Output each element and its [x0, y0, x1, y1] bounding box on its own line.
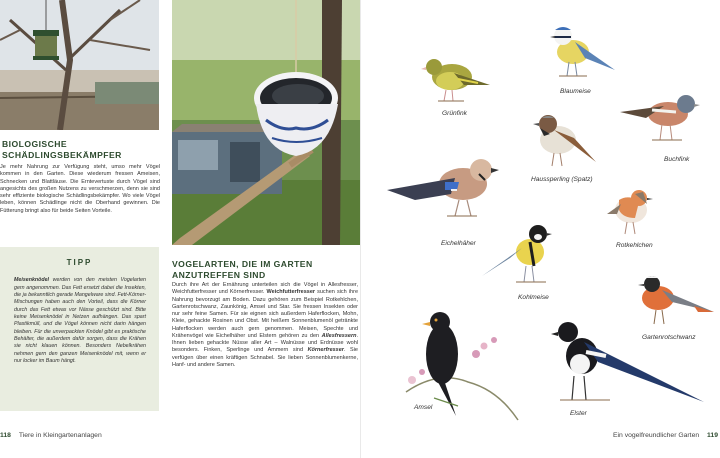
species-text-3: . Ihnen lieben gehackte Nüsse aller Art – Walnüsse und Erdnüsse wohl besonders. Finken, Sperlinge und Ammern sind [172, 332, 358, 354]
pest-control-paragraph: Je mehr Nahrung zur Verfügung steht, umso mehr Vögel kommen in den Garten. Diese wiederum fressen Ameisen, Schnecken und Blattläuse. Die Erntevertuste durch Vögel sind angesichts des großen Nutzens zu verschmerzen, denn sie sind sehr effiziente biologische Schädlingsbekämpfer. Wo viele Vögel leben, können Schädlinge nicht die Oberhand gewinnen. Die Fütterung bringt also für beide Seiten Vorteile. [0, 164, 160, 214]
tip-text-body: werden von den meisten Vogelarten gern angenommen. Das Fett ersetzt dabei die Insekten, die ja bekanntlich gerade Mangelware sind. Fett-Körner-Mischungen haben auch den Vorteil, dass die Körner durch das Fett etwas vor Nässe geschützt sind. Bitte keine Meisenknödel in Netzen aufhängen. Das spart Plastikmüll, und die Vögel können nicht darin hängen bleiben. Für die unverpackten Knödel gibt es praktische Behälter, die außerdem dafür sorgen, dass die Krähen sie nicht klauen können. Besonders Nebelkrähen nehmen gern den ganzen Meisenknödel mit, wenn er nur locker im Baum hängt. [14, 277, 146, 365]
chaffinch-illustration [616, 90, 708, 148]
label-blackbird: Amsel [414, 404, 433, 411]
species-text-4: . Sie verfügen über einen kräftigen Schnabel. Sie lieben Sonnenblumenkerne, Hanf- und andere Samen. [172, 347, 358, 368]
label-chaffinch: Buchfink [664, 156, 690, 163]
species-text-2: suchen sich ihre Nahrung bevorzugt am Boden. Dazu gehören zum Beispiel Rotkehlchen, Gartenrotschwanz, Zaunkönig, Amsel und Star. Sie fressen Insekten oder nur sehr feine Samen. Für sie eignen sich außerdem Haferflocken, Mohn, Kleie, gehackte Rosinen und Obst. Mit heißem Sonnenblumenöl getränkte Haferflocken werden auch gern genommen. Meisen, Spechte und Krähenvögel wie Eichelhäher und Elstern gehören zu den [172, 289, 358, 339]
label-robin: Rotkehlchen [616, 242, 653, 249]
page-number-right: 119 [707, 432, 718, 439]
great-tit-illustration [480, 222, 554, 290]
greenfinch-illustration [420, 55, 500, 105]
species-paragraph [172, 282, 358, 369]
jay-illustration [385, 150, 505, 232]
magpie-illustration [550, 316, 710, 416]
label-redstart: Gartenrotschwanz [642, 334, 696, 341]
label-house-sparrow: Haussperling (Spatz) [531, 176, 593, 183]
blackbird-illustration [398, 310, 523, 432]
photo-bird-feeder [0, 0, 159, 130]
house-sparrow-illustration [530, 110, 602, 170]
footer-left [0, 432, 102, 439]
blue-tit-illustration [545, 24, 620, 80]
tip-text [14, 277, 146, 365]
heading-pest-control: BIOLOGISCHE SCHÄDLINGSBEKÄMPFER [2, 139, 122, 160]
robin-illustration [605, 184, 663, 236]
photo-teacup-feeder [172, 0, 360, 245]
label-magpie: Elster [570, 410, 587, 417]
tip-emphasis: Meisenknödel [14, 277, 50, 284]
term-koernerfresser: Körnerfresser [307, 347, 344, 354]
species-text-1: Durch ihre Art der Ernährung unterteilen sich die Vögel in Allesfresser, Weichfutterfresser und Körnerfresser. [172, 282, 358, 296]
label-great-tit: Kohlmeise [518, 294, 549, 301]
label-blue-tit: Blaumeise [560, 88, 591, 95]
label-greenfinch: Grünfink [442, 110, 467, 117]
heading-species: VOGELARTEN, DIE IM GARTEN ANZUTREFFEN SIND [172, 259, 313, 280]
footer-right [613, 432, 718, 439]
tip-title: TIPP [66, 258, 93, 267]
page-number-left: 118 [0, 432, 11, 439]
running-title-right: Ein vogelfreundlicher Garten [612, 432, 700, 439]
term-allesfresser: Allesfressern [321, 332, 357, 339]
label-jay: Eichelhäher [441, 240, 476, 247]
term-weichfutterfresser: Weichfutterfresser [266, 289, 316, 296]
page-gutter [360, 0, 361, 458]
running-title-left: Tiere in Kleingartenanlagen [18, 432, 102, 439]
